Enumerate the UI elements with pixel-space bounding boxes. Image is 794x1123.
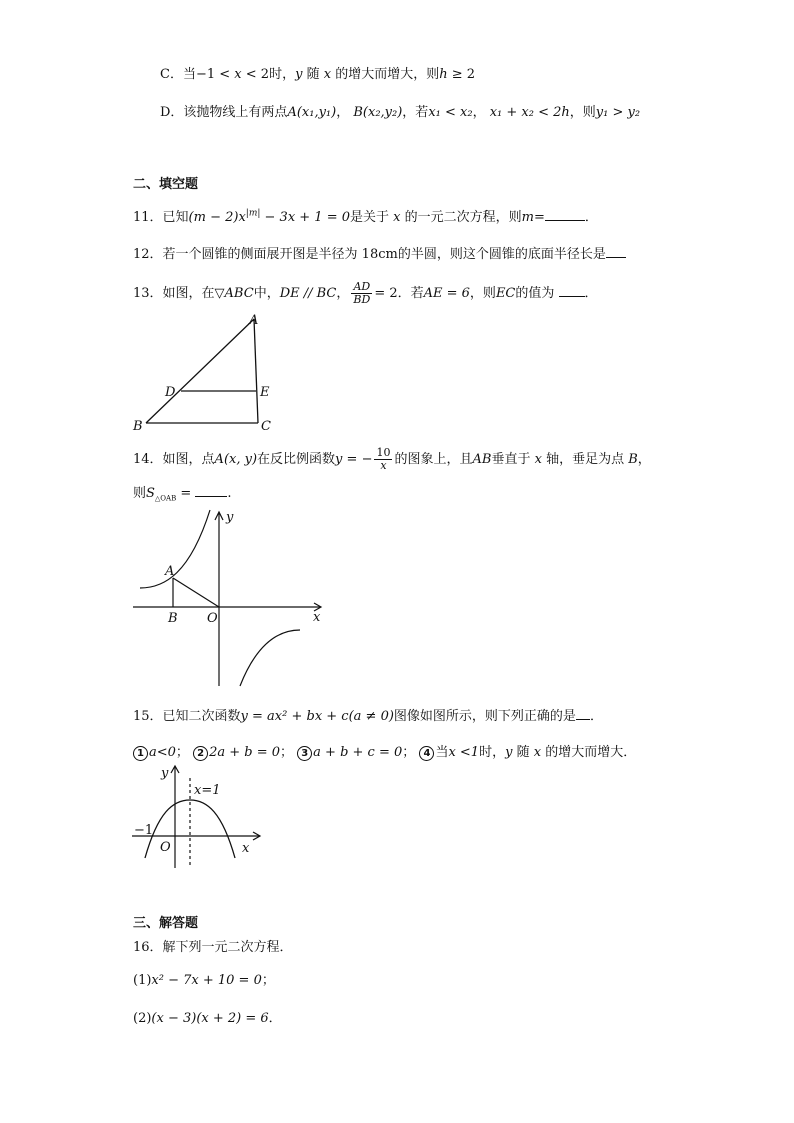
- label-o: O: [207, 611, 218, 626]
- q10-option-d: D．该抛物线上有两点A(x₁,y₁)， B(x₂,y₂)，若x₁ < x₂， x₁ + x₂ < 2h，则y₁ > y₂: [160, 105, 641, 120]
- label-neg-one: −1: [134, 823, 154, 838]
- label-a: A: [165, 564, 175, 579]
- answer-blank: [195, 484, 227, 497]
- label-c: C: [261, 419, 271, 434]
- label-a: A: [249, 313, 259, 328]
- label-o: O: [160, 840, 171, 855]
- q15-parabola-figure: [128, 762, 268, 872]
- question-11: 11．已知$(m - 2)x^{|m|} - 3x + 1 = 0$是关于 x 的一元二次方程，则m= ．: [133, 208, 598, 225]
- question-15: 15．已知二次函数y = ax² + bx + c(a ≠ 0)图像如图所示，则下列正确的是 ．: [133, 709, 603, 724]
- q10-option-c: C．当−1 < x < 2时，y 随 x 的增大而增大，则h ≥ 2: [160, 67, 476, 82]
- q14-hyperbola-figure: [130, 508, 330, 688]
- label-e: E: [260, 385, 270, 400]
- q13-triangle-figure: [130, 310, 290, 434]
- question-16: 16．解下列一元二次方程．: [133, 940, 293, 955]
- question-14-area: 则$S_{\triangle OAB}$ = .: [133, 486, 232, 503]
- label-y: y: [226, 510, 234, 525]
- label-d: D: [165, 385, 176, 400]
- fraction-ad-bd: $\frac{AD}{BD}$: [353, 280, 371, 306]
- label-x: x: [313, 610, 321, 625]
- question-13: 13．如图，在▽ABC中，DE // BC， $\frac{AD}{BD}$ = 2．若AE = 6，则EC的值为 ．: [133, 280, 598, 306]
- label-b: B: [168, 611, 178, 626]
- answer-blank: [545, 208, 585, 221]
- answer-blank: [576, 707, 590, 720]
- answer-blank: [559, 284, 585, 297]
- answer-blank: [606, 245, 626, 258]
- question-12: 12．若一个圆锥的侧面展开图是半径为 18cm的半圆，则这个圆锥的底面半径长是: [133, 245, 626, 264]
- section-title-answer: 三、解答题: [133, 916, 199, 931]
- label-axis-x-equals-1: x=1: [194, 783, 221, 798]
- fraction-10-over-x: $\frac{10}{x}$: [376, 446, 391, 472]
- label-x: x: [242, 841, 250, 856]
- section-title-fill-blank: 二、填空题: [133, 177, 199, 192]
- question-16-part-1: (1)x² − 7x + 10 = 0；: [133, 973, 275, 988]
- question-16-part-2: (2)(x − 3)(x + 2) = 6．: [133, 1011, 282, 1026]
- label-y: y: [161, 766, 169, 781]
- label-b: B: [133, 419, 143, 434]
- question-14: 14．如图，点A(x, y)在反比例函数y = − $\frac{10}{x}$ 的图象上，且AB垂直于 x 轴，垂足为点 B，: [133, 446, 651, 472]
- question-15-options: 1 a<0； 2 2a + b = 0； 3 a + b + c = 0； 4 当x <1时，y 随 x 的增大而增大．: [133, 744, 636, 762]
